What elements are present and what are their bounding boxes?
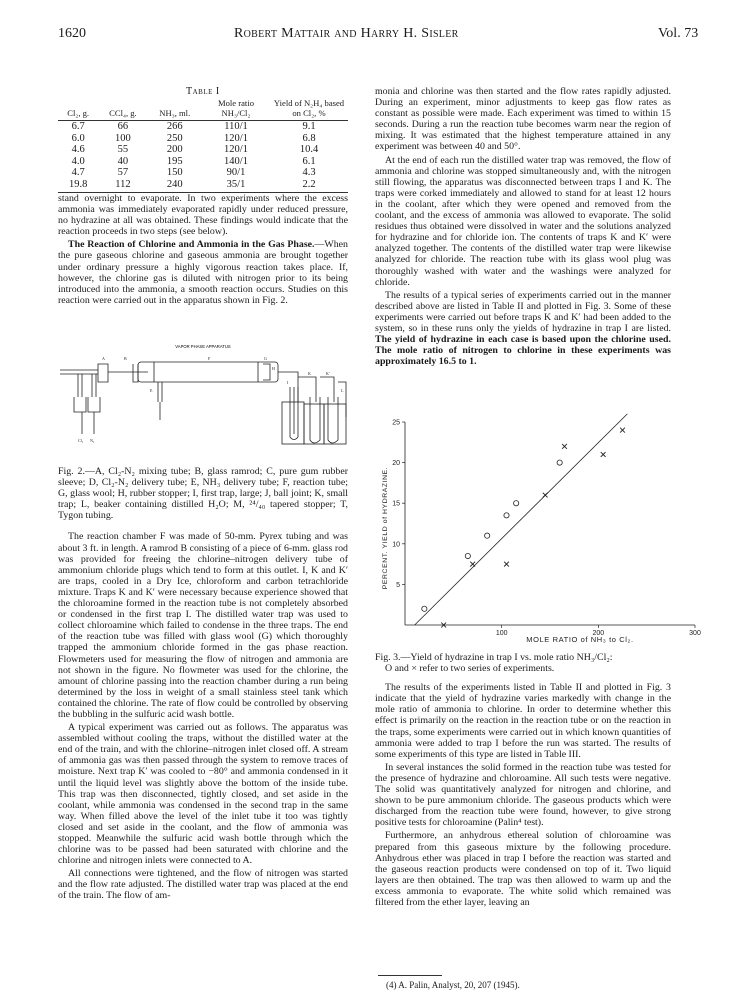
table-cell: 6.7 <box>71 121 85 132</box>
table-row <box>58 121 348 133</box>
col-header-cl2: Cl₂, g. <box>58 98 98 121</box>
data-point-circle <box>422 606 427 611</box>
table-cell: 6.8 <box>302 132 316 144</box>
footnote: (4) A. Palin, Analyst, 20, 207 (1945). <box>386 980 520 990</box>
table-cell: 4.0 <box>71 155 85 167</box>
table-cell: 266 <box>166 121 183 132</box>
table-cell: 9.1 <box>302 121 316 132</box>
table-cell: 112 <box>98 179 147 192</box>
col-header-yield: Yield of N₂H₄ based on Cl₂, % <box>270 98 348 121</box>
table-cell: 2.2 <box>270 179 348 192</box>
page-number: 1620 <box>58 26 86 41</box>
table-header-row <box>58 98 348 121</box>
table-cell: 120/1 <box>224 144 248 156</box>
col-header-mole-ratio: Mole ratio NH₃/Cl₂ <box>202 98 270 121</box>
table-cell: 150 <box>166 167 183 179</box>
left-column-lower <box>58 466 348 904</box>
x-tick-label: 200 <box>592 630 605 637</box>
figure-letter: G <box>264 356 267 361</box>
figure-letter: B <box>124 356 127 361</box>
apparatus-drawing <box>58 342 348 452</box>
figure-letter: A <box>102 356 105 361</box>
footnote-rule <box>378 975 442 976</box>
trend-line <box>415 414 628 625</box>
apparatus-figure <box>58 342 348 452</box>
data-point-circle <box>514 501 519 506</box>
paragraph <box>375 290 671 368</box>
yield-chart <box>375 410 710 648</box>
table-cell: 110/1 <box>224 121 248 132</box>
table-cell: 66 <box>117 121 129 132</box>
paragraph: The results of the experiments listed in Table II and plotted in Fig. 3 indicate that the yield of hydrazine varies markedly with change in the mole ratio of ammonia to chlorine. In order to determine whether this effect is primarily on the reaction in the reaction tube or on the reaction in the traps, some experiments were carried out in which known quantities of ammonia were added to trap I before the run was started. The results of some experiments of this type are listed in Table III. <box>375 682 671 760</box>
paragraph: Furthermore, an anhydrous ethereal solution of chloroamine was prepared from this gaseous mixture by the following procedure. Anhydrous ether was placed in trap I before the reaction was started and the gaseous reaction products were condensed on top of it. Two liquid layers are then obtained. The trap was then allowed to warm up and the excess ammonia to evaporate. The white solid which remained was filtered from the ether layer, leaving an <box>375 830 671 908</box>
table-cell: 100 <box>115 132 131 144</box>
x-tick-label: 300 <box>689 630 701 637</box>
figure-caption <box>375 652 671 674</box>
table-cell: 6.1 <box>302 155 316 167</box>
caption-line: Fig. 3.—Yield of hydrazine in trap I vs. mole ratio NH₃/Cl₂: <box>375 652 613 663</box>
table-row <box>58 167 348 179</box>
col-header-ccl4: CCl₄, g. <box>98 98 147 121</box>
paragraph <box>58 239 348 306</box>
y-tick-label: 20 <box>392 460 400 468</box>
table-cell: 120/1 <box>224 132 248 144</box>
data-point-cross <box>601 452 606 457</box>
figure-letter: L <box>341 388 344 393</box>
paragraph: stand overnight to evaporate. In two experiments where the excess ammonia was immediately evaporated rapidly under reduced pressure, no hydrazine at all was obtained. These findings would indicate that the reaction proceeds in two steps (see below). <box>58 193 348 238</box>
data-point-cross <box>620 428 625 433</box>
data-point-circle <box>504 513 509 518</box>
table-row <box>58 156 348 168</box>
data-point-cross <box>562 444 567 449</box>
figure-letter: K <box>308 371 311 376</box>
emphasized-text: The yield of hydrazine in each case is based upon the chlorine used. The mole ratio of nitrogen to chlorine in these experiments was approximately 16.5 to 1. <box>375 334 671 368</box>
paragraph: The reaction chamber F was made of 50-mm. Pyrex tubing and was about 3 ft. in length. A ramrod B consisting of a piece of 6-mm. glass rod was provided for freeing the chlorine–nitrogen delivery tube of ammonium chloride plugs which tend to form at this outlet. I, K and K′ are traps, cooled in a Dry Ice, chloroform and carbon tetrachloride mixture. Traps K and K′ were necessary because experience showed that the chloroamine formed in the reaction tube is not completely absorbed or condensed in the first trap I. The distilled water trap was used to collect chloroamine which failed to condense in the three traps. The end of the reaction tube was filled with glass wool (G) which thoroughly trapped the ammonium chloride formed in the gas phase reaction. Flowmeters used for measuring the flow of nitrogen and ammonia are not shown in the figure. No flowmeter was used for the chlorine, the amount of chlorine passing into the reaction chamber during a run being determined by the loss in weight of a small stainless steel tank which contained the chlorine. The rate of flow could be controlled by observing the bubbling in the sulfuric acid wash bottle. <box>58 531 348 720</box>
table-cell: 6.0 <box>71 132 85 144</box>
x-tick-label: 100 <box>495 630 508 637</box>
section-heading: The Reaction of Chlorine and Ammonia in the Gas Phase. <box>68 239 315 251</box>
y-tick-label: 10 <box>392 541 400 549</box>
figure-letter: N₂ <box>90 438 95 443</box>
paragraph: At the end of each run the distilled water trap was removed, the flow of ammonia and chlorine was stopped simultaneously and, with the nitrogen still flowing, the apparatus was disconnected between traps I and K. The traps were corked immediately and allowed to stand for at least 12 hours in the coolant, after which they were opened and removed from the coolant, and the excess of ammonia was allowed to evaporate. The solid residues thus obtained were dissolved in water and the solutions analyzed for hydrazine and for chloride ion. The contents of traps K and K′ were analyzed together. The contents of the distilled water trap were likewise analyzed for chloride. The reaction tube with its glass wool plug was thoroughly washed with water and the washings were analyzed for chloride. <box>375 154 671 288</box>
paragraph-text: The results of a typical series of experiments carried out in the manner described above are listed in Table II and plotted in Fig. 3. Some of these experiments were carried out before traps K and K′ had been added to the system, so in these runs only the yields of hydrazine in trap I are listed. <box>375 289 671 334</box>
paragraph: A typical experiment was carried out as follows. The apparatus was assembled without cooling the traps, without the distilled water at the end of the train, and with the chlorine–nitrogen inlet closed off. A stream of ammonia gas was then passed through the system to remove traces of moisture. Next trap K′ was cooled to −80° and ammonia condensed in it until the liquid level was slightly above the bottom of the inside tube. This trap was then disconnected, tightly closed, and set aside in the coolant, while ammonia was condensed in the second trap in the same way. When filled above the level of the inlet tube it too was tightly closed and set aside in the coolant, and the flow of ammonia was stopped. Meanwhile the sulfuric acid wash bottle through which the chlorine was to be passed had been saturated with chlorine and the chlorine and nitrogen inlets were connected to A. <box>58 722 348 867</box>
data-point-circle <box>557 460 562 465</box>
figure-letter: E <box>150 388 153 393</box>
table-cell: 4.7 <box>71 167 85 179</box>
data-point-cross <box>470 562 475 567</box>
y-tick-label: 5 <box>396 581 400 589</box>
table-cell: 140/1 <box>224 155 248 167</box>
table-cell: 195 <box>166 155 183 167</box>
data-point-cross <box>504 562 509 567</box>
figure-inner-title: VAPOR PHASE APPARATUS <box>175 344 231 349</box>
running-head-authors: Robert Mattair and Harry H. Sisler <box>234 26 459 41</box>
volume-label: Vol. 73 <box>658 26 699 41</box>
left-column-upper <box>58 193 348 308</box>
table-cell: 4.3 <box>302 167 316 179</box>
table-cell: 4.6 <box>71 144 85 156</box>
figure-letter: H <box>272 366 275 371</box>
col-header-nh3: NH₃, ml. <box>148 98 202 121</box>
figure-letter: K′ <box>326 371 330 376</box>
table-row <box>58 133 348 145</box>
chart-plot <box>375 410 710 648</box>
y-axis-label: PERCENT. YIELD of HYDRAZINE. <box>382 466 389 590</box>
table-cell: 10.4 <box>299 144 319 156</box>
paragraph: monia and chlorine was then started and the flow rates rapidly adjusted. During an experiment, minor adjustments to keep gas flow rates as constant as possible were made. Each experiment was timed to within 15 seconds. During a run the reaction tube becomes warm near the region of mixing. It was estimated that the highest temperature attained in any experiment was between 40 and 50°. <box>375 86 671 153</box>
figure-caption: Fig. 2.—A, Cl₂-N₂ mixing tube; B, glass ramrod; C, pure gum rubber sleeve; D, Cl₂-N₂ delivery tube; E, NH₃ delivery tube; F, reaction tube; G, glass wool; H, rubber stopper; I, first trap, large; J, ball joint; K, small trap; L, beaker containing distilled H₂O; M, ²⁴/₄₀ tapered stopper; T, Tygon tubing. <box>58 466 348 522</box>
table-cell: 250 <box>166 132 183 144</box>
figure-letter: Cl₂ <box>78 438 84 443</box>
table-row <box>58 144 348 156</box>
data-table <box>58 98 348 193</box>
data-point-cross <box>543 493 548 498</box>
figure-letter: I <box>287 380 289 385</box>
paragraph-text: —When the pure gaseous chlorine and gaseous ammonia are brought together under ordinary pressure a highly vigorous reaction takes place. If, however, the chlorine gas is diluted with nitrogen prior to its being introduced into the ammonia, a smooth reaction occurs. Studies on this reaction were carried out in the apparatus shown in Fig. 2. <box>58 239 348 306</box>
table-cell: 40 <box>117 155 129 167</box>
right-column-lower <box>375 652 671 910</box>
y-tick-label: 25 <box>392 419 400 427</box>
table-cell: 55 <box>117 144 129 156</box>
table-cell: 90/1 <box>226 167 246 179</box>
table-title: Table I <box>186 86 220 97</box>
table-cell: 200 <box>166 144 183 156</box>
x-axis-label: MOLE RATIO of NH₃ to Cl₂. <box>526 635 634 644</box>
caption-line: O and × refer to two series of experiments. <box>385 663 555 675</box>
table-cell: 57 <box>117 167 129 179</box>
table-cell: 240 <box>148 179 202 192</box>
table-row <box>58 179 348 192</box>
paragraph: All connections were tightened, and the flow of nitrogen was started and the flow rate adjusted. The distilled water trap was placed at the end of the train. The flow of am- <box>58 868 348 902</box>
right-column-upper <box>375 86 671 369</box>
figure-letter: F <box>208 356 211 361</box>
data-point-circle <box>485 533 490 538</box>
data-point-circle <box>465 553 470 558</box>
y-tick-label: 15 <box>392 500 400 508</box>
table-cell: 19.8 <box>58 179 98 192</box>
table-cell: 35/1 <box>202 179 270 192</box>
paragraph: In several instances the solid formed in the reaction tube was tested for the presence of hydrazine and chloroamine. All such tests were negative. The solid was quantitatively analyzed for nitrogen and chlorine, and shown to be pure ammonium chloride. The gaseous products which were discharged from the reaction tube were found, however, to give strong positive tests for chloroamine (Palin⁴ test). <box>375 761 671 829</box>
